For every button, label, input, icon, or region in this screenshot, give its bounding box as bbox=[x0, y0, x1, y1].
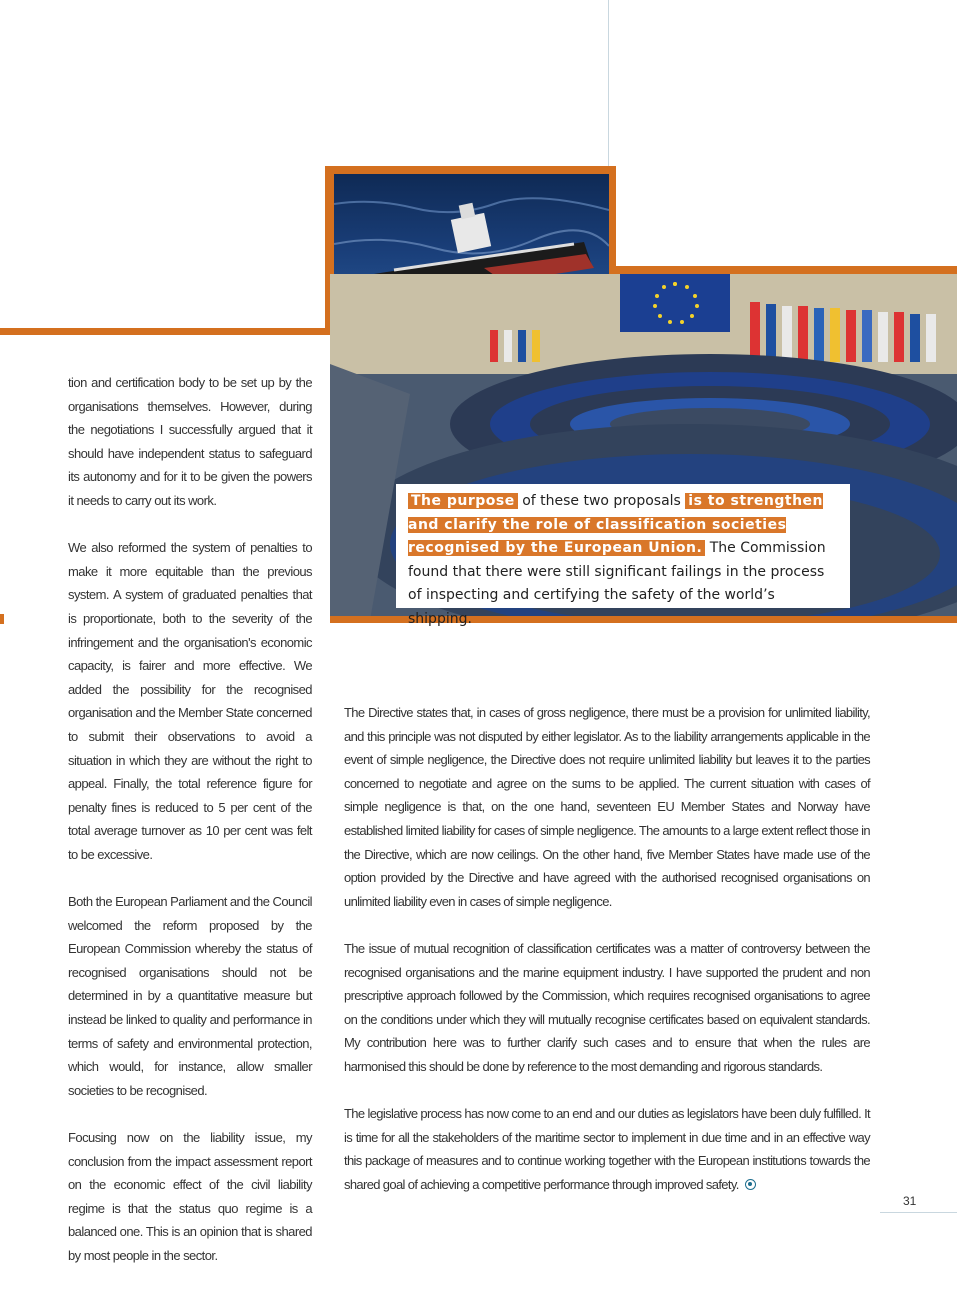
quote-text-1: of these two proposals bbox=[517, 493, 686, 509]
right-paragraph-1: The Directive states that, in cases of gross negligence, there must be a provision for unlimited liability, and this principle was not disputed by either legislator. As to the liability arrangements applicable in the event of simple negligence, the Directive does not require unlimited liability but leaves it to the parties concerned to negotiate and agree on the sums to be applied. The current situation with cases of simple negligence is that, on the one hand, seventeen EU Member States and Norway have established limited liability for cases of simple negligence. The amounts to a large extent reflect those in the Directive, which are now ceilings. On the other hand, five Member States have made use of the option provided by the Directive and have agreed with the authorised recognised organisations on unlimited liability even in cases of simple negligence. bbox=[344, 705, 870, 909]
right-paragraph-2: The issue of mutual recognition of classification certificates was a matter of controversy between the recognised organisations and the marine equipment industry. I have supported the prudent and non prescriptive approach followed by the Commission, which requires recognised organisations to agree on the conditions under which they will mutually recognise certificates based on equivalent standards. My contribution here was to further clarify such cases and to ensure that when the rules are harmonised this should be done by reference to the most demanding and rigorous standards. bbox=[344, 940, 870, 1074]
photo-frame-parliament-top bbox=[612, 266, 957, 274]
orange-tick-mark bbox=[0, 614, 4, 624]
left-paragraph-4: Focusing now on the liability issue, my conclusion from the impact assessment report on the economic effect of the civil liability regime is that the status quo regime is a balanced one. This is an opinion that is shared by most people in the sector. bbox=[68, 1130, 312, 1263]
right-text-column bbox=[344, 701, 870, 1220]
quote-text-2: The Commission found that there were still significant failings in the process of inspecting and certifying the safety of the world’s shipping. bbox=[408, 540, 826, 627]
divider-line bbox=[608, 0, 609, 170]
page-number: 31 bbox=[903, 1194, 917, 1208]
right-paragraph-3-text: The legislative process has now come to an end and our duties as legislators have been duly fulfilled. It is time for all the stakeholders of the maritime sector to implement in due time and in an effective way this package of measures and to continue working together with the European institutions towards the shared goal of achieving a competitive performance through improved safety. bbox=[344, 1106, 870, 1192]
right-paragraph-3 bbox=[344, 1102, 870, 1196]
quote-highlight-1: The purpose bbox=[408, 493, 518, 509]
left-paragraph-2: We also reformed the system of penalties to make it more equitable than the previous system. A system of graduated penalties that is proportionate, both to the severity of the infringement and the organisation's economic capacity, is fairer and more effective. We added the possibility for the recognised organisation and the Member State concerned to submit their observations to avoid a situation in which they are without the right to appeal. Finally, the total reference figure for penalty fines is reduced to 5 per cent of the total average turnover as 10 per cent was felt to be excessive. bbox=[68, 540, 312, 862]
page-number-rule bbox=[880, 1212, 957, 1213]
quote-highlight-2: is to strengthen and clarify the role of classification societies recognised by the European Union. bbox=[408, 493, 824, 556]
orange-bar-left bbox=[0, 328, 330, 335]
left-paragraph-1: tion and certification body to be set up by the organisations themselves. However, during the negotiations I successfully argued that it should have independent status to safeguard its autonomy and for it to be given the powers it needs to carry out its work. bbox=[68, 375, 312, 508]
pull-quote bbox=[396, 484, 850, 627]
left-text-column bbox=[68, 371, 312, 1291]
left-paragraph-3: Both the European Parliament and the Council welcomed the reform proposed by the European Commission whereby the status of recognised organisations should not be determined in by a quantitative measure but instead be linked to quality and performance in terms of safety and environmental protection, which would, for instance, allow smaller societies to be recognised. bbox=[68, 894, 312, 1098]
end-of-article-icon bbox=[745, 1179, 756, 1190]
